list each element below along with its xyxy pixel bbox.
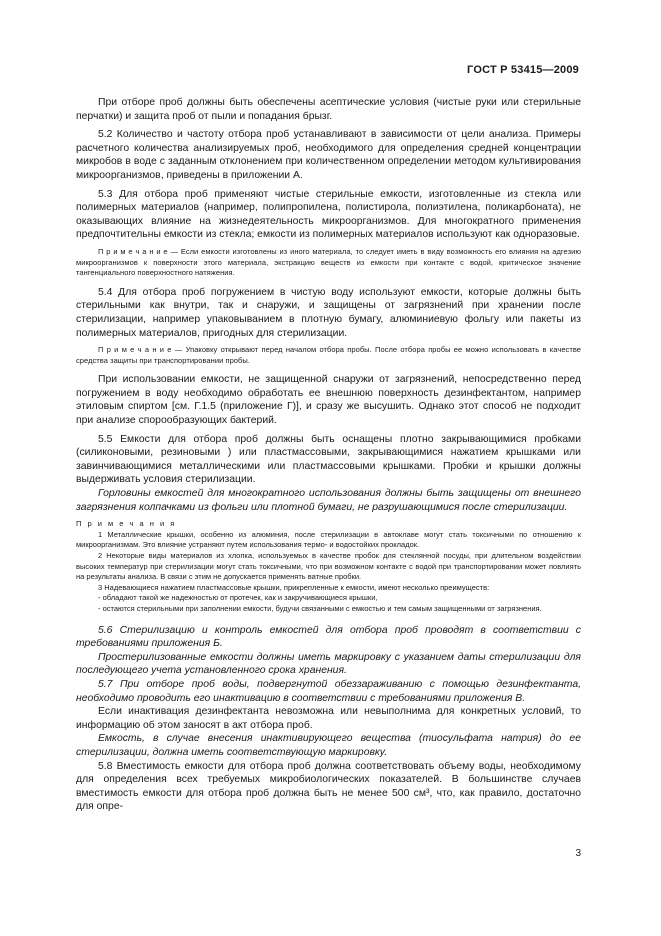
paragraph xyxy=(76,651,581,678)
paragraph xyxy=(76,624,581,651)
note-item-text: 3 Надевающиеся нажатием пластмассовые крышки, прикрепленные к емкости, имеют несколько преимуществ: xyxy=(98,582,490,592)
note-item-text: 2 Некоторые виды материалов из хлопка, используемых в качестве пробок для стеклянной посуды, при длительном воздействии высоких температур при стерилизации могут стать токсичными, что при возможном контакте с водой при транспортировании может повлиять на результаты анализа. В связи с этим не допускается применять ватные пробки. xyxy=(76,551,581,582)
note-item-text: - остаются стерильными при заполнении емкости, будучи связанными с емкостью и тем самым защищенными от загрязнения. xyxy=(98,603,542,613)
notes-title xyxy=(76,519,581,530)
paragraph-text: Простерилизованные емкости должны иметь маркировку с указанием даты стерилизации для последующего учета установленного срока хранения. xyxy=(76,651,581,677)
paragraph xyxy=(76,286,581,340)
note-item-text: - обладают такой же надежностью от протечек, как и закручивающиеся крышки, xyxy=(98,593,378,603)
document-number: ГОСТ Р 53415—2009 xyxy=(467,64,579,76)
document-body xyxy=(76,96,581,819)
paragraph xyxy=(76,96,581,123)
paragraph xyxy=(76,760,581,814)
paragraph-text: 5.5 Емкости для отбора проб должны быть оснащены плотно закрывающимися пробками (силиконовыми, резиновыми ) или пластмассовыми, закрывающимися нажатием крышками или завинчивающимися металлическими или пластмассовыми крышками. Пробки и крышки должны выдерживать условия стерилизации. xyxy=(76,433,581,486)
note-label: П р и м е ч а н и е xyxy=(98,345,172,355)
note-item xyxy=(76,530,581,551)
paragraph-text: При использовании емкости, не защищенной снаружи от загрязнений, непосредственно перед погружением в воду необходимо обработать ее внешнюю поверхность дезинфектантом, например этиловым спиртом [см. Г.1.5 (приложение Г)], и сразу же высушить. Однако этот способ не подходит при анализе спорообразующих бактерий. xyxy=(76,374,581,427)
note-text: — Если емкости изготовлены из иного материала, то следует иметь в виду возможность его влияния на адгезию микроорганизмов к поверхности этого материала, экстракцию веществ из емкости при контакте с водой, критическое значение тангенциального поверхностного натяжения. xyxy=(76,246,581,278)
paragraph-text: При отборе проб должны быть обеспечены асептические условия (чистые руки или стерильные перчатки) и защита проб от пыли и попадания брызг. xyxy=(76,97,581,122)
note xyxy=(76,345,581,366)
paragraph xyxy=(76,732,581,759)
paragraph-text: 5.3 Для отбора проб применяют чистые стерильные емкости, изготовленные из стекла или полимерных материалов (например, полипропилена, полистирола, полиэтилена, поликарбоната), не оказывающих влияние на жизнедеятельность микроорганизмов. Для многократного применения предпочтительны емкости из стекла; емкости из полимерных материалов используют как одноразовые. xyxy=(76,188,581,241)
notes-list xyxy=(76,530,581,615)
paragraph-text: Если инактивация дезинфектанта невозможна или невыполнима для конкретных условий, то информацию об этом заносят в акт отбора проб. xyxy=(76,706,581,731)
paragraph-text: 5.6 Стерилизацию и контроль емкостей для отбора проб проводят в соответствии с требованиями приложения Б. xyxy=(76,624,581,650)
paragraph xyxy=(76,678,581,705)
note-label: П р и м е ч а н и е xyxy=(98,246,168,256)
paragraph-text: 5.4 Для отбора проб погружением в чистую воду используют емкости, которые должны быть стерильными как внутри, так и снаружи, и защищены от загрязнений при хранении после стерилизации, например упаковыванием в плотную бумагу, алюминиевую фольгу или пакеты из полимерных материалов, пригодных для стерилизации. xyxy=(76,286,581,339)
paragraph xyxy=(76,188,581,242)
note-item-text: 1 Металлические крышки, особенно из алюминия, после стерилизации в автоклаве могут стать токсичными по отношению к микроорганизмам. Это влияние устраняют путем использования термо- и водостойких прокладок. xyxy=(76,529,581,550)
note-item xyxy=(76,604,581,615)
note-item xyxy=(76,551,581,583)
note-item xyxy=(76,593,581,604)
paragraph-text: 5.2 Количество и частоту отбора проб устанавливают в зависимости от цели анализа. Примеры расчетного количества анализируемых проб, необходимого для определения средней концентрации микробов в воде с заданным отклонением при количественном определении методом культивирования микроорганизмов, приведены в приложении А. xyxy=(76,129,581,181)
paragraph-text: 5.7 При отборе проб воды, подвергнутой обеззараживанию с помощью дезинфектанта, необходимо проводить его инактивацию в соответствии с требованиями приложения В. xyxy=(76,678,581,704)
paragraph xyxy=(76,433,581,487)
paragraph-text: Емкость, в случае внесения инактивирующего вещества (тиосульфата натрия) до ее стерилизации, должна иметь соответствующую маркировку. xyxy=(76,733,581,758)
page-number: 3 xyxy=(575,848,581,859)
note xyxy=(76,247,581,279)
paragraph xyxy=(76,705,581,732)
paragraph-text: 5.8 Вместимость емкости для отбора проб должна соответствовать объему воды, необходимому для определения всех требуемых микробиологических показателей. В большинстве случаев вместимость емкости для отбора проб должна быть не менее 500 см³, что, как правило, достаточно для опре- xyxy=(76,760,581,813)
paragraph xyxy=(76,373,581,427)
paragraph xyxy=(76,487,581,514)
notes-title-text: П р и м е ч а н и я xyxy=(76,519,177,529)
note-text: — Упаковку открывают перед началом отбора пробы. После отбора пробы ее можно использовать в качестве средства защиты при транспортировании пробы. xyxy=(76,345,581,365)
note-item xyxy=(76,583,581,594)
paragraph-text: Горловины емкостей для многократного использования должны быть защищены от внешнего загрязнения колпачками из фольги или плотной бумаги, не разрушающимися после стерилизации. xyxy=(76,488,581,513)
paragraph xyxy=(76,128,581,182)
